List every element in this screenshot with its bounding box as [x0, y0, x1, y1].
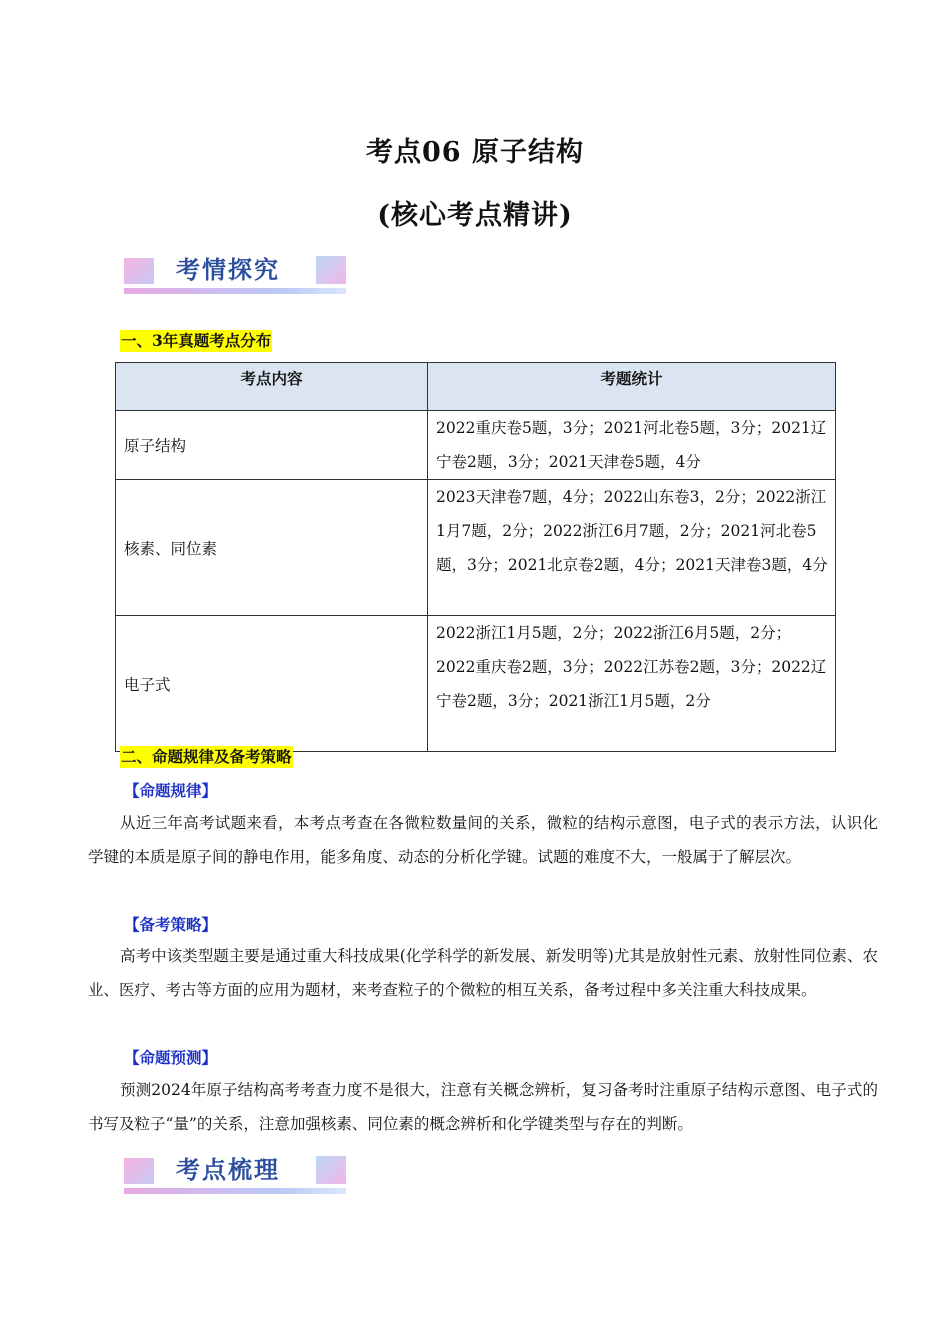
forecast-heading: 【命题预测】: [124, 1048, 218, 1067]
table-header-topic: 考点内容: [116, 363, 428, 411]
section-heading-distribution: 一、3年真题考点分布: [121, 331, 272, 350]
rule-heading: 【命题规律】: [124, 781, 218, 800]
banner-title: 考点梳理: [176, 1156, 280, 1184]
strategy-heading: 【备考策略】: [124, 915, 218, 934]
banner-decor-square-right: [316, 256, 346, 284]
table-cell-stats: 2022浙江1月5题，2分；2022浙江6月5题，2分；2022重庆卷2题，3分；2022江苏卷2题，3分；2022辽宁卷2题，3分；2021浙江1月5题，2分: [428, 616, 836, 752]
banner-underline-bar: [124, 1188, 346, 1194]
strategy-paragraph: 高考中该类型题主要是通过重大科技成果(化学科学的新发展、新发明等)尤其是放射性元素、放射性同位素、农业、医疗、考古等方面的应用为题材，来考查粒子的个微粒的相互关系，备考过程中多关注重大科技成果。: [88, 947, 878, 999]
table-cell-topic: 核素、同位素: [116, 480, 428, 616]
table-cell-stats: 2022重庆卷5题，3分；2021河北卷5题，3分；2021辽宁卷2题，3分；2021天津卷5题，4分: [428, 411, 836, 480]
section-heading-strategy: 二、命题规律及备考策略: [121, 747, 292, 766]
section-banner-kaodian: [124, 1152, 346, 1196]
forecast-paragraph: 预测2024年原子结构高考考查力度不是很大，注意有关概念辨析，复习备考时注重原子结构示意图、电子式的书写及粒子“量”的关系，注意加强核素、同位素的概念辨析和化学键类型与存在的判断。: [88, 1081, 878, 1133]
banner-decor-square-left: [124, 1158, 154, 1184]
banner-decor-square-left: [124, 258, 154, 284]
table-header-stats: 考题统计: [428, 363, 836, 411]
table-header-row: [116, 363, 836, 411]
section-banner-kaoqing: [124, 252, 346, 296]
table-cell-stats: 2023天津卷7题，4分；2022山东卷3，2分；2022浙江1月7题，2分；2022浙江6月7题，2分；2021河北卷5题，3分；2021北京卷2题，4分；2021天津卷3题，4分: [428, 480, 836, 616]
table-cell-topic: 电子式: [116, 616, 428, 752]
table-row: [116, 411, 836, 480]
exam-distribution-table: [115, 362, 836, 752]
page-subtitle: (核心考点精讲): [377, 200, 573, 231]
banner-underline-bar: [124, 288, 346, 294]
table-row: [116, 616, 836, 752]
table-cell-topic: 原子结构: [116, 411, 428, 480]
rule-paragraph: 从近三年高考试题来看，本考点考查在各微粒数量间的关系，微粒的结构示意图，电子式的表示方法，认识化学键的本质是原子间的静电作用，能多角度、动态的分析化学键。试题的难度不大，一般属于了解层次。: [88, 814, 878, 866]
table-row: [116, 480, 836, 616]
page-title: 考点06 原子结构: [366, 137, 584, 168]
banner-decor-square-right: [316, 1156, 346, 1184]
banner-title: 考情探究: [176, 256, 280, 284]
